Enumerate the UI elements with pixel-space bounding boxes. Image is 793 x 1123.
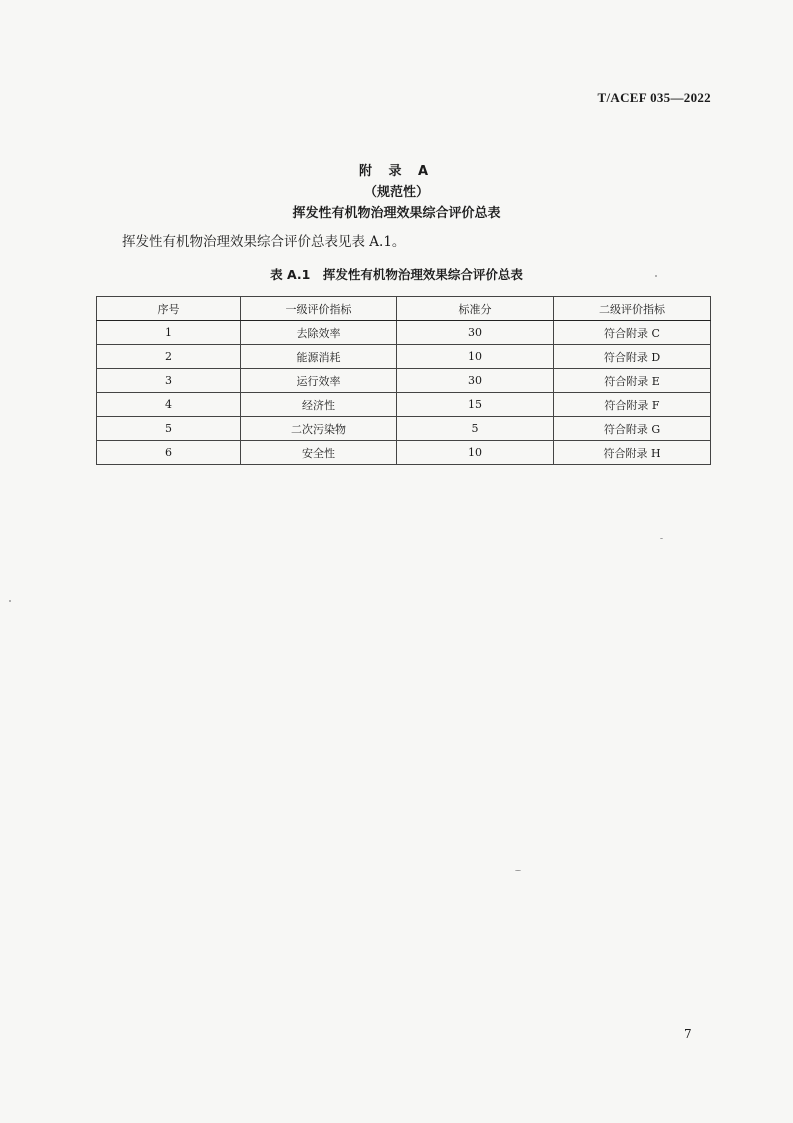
appendix-title: 附 录 A: [358, 164, 435, 179]
scan-speck: [660, 538, 663, 539]
header-primary-indicator: 一级评价指标: [241, 297, 397, 321]
table-row: [97, 369, 711, 393]
cell-standard-score: 15: [397, 393, 554, 417]
cell-standard-score: 30: [397, 369, 554, 393]
page-number: 7: [684, 1027, 692, 1041]
cell-standard-score: 5: [397, 417, 554, 441]
cell-secondary-indicator: 符合附录 E: [554, 369, 711, 393]
table-header-row: [97, 297, 711, 321]
table-caption: 表 A.1 挥发性有机物治理效果综合评价总表: [270, 267, 523, 282]
cell-standard-score: 10: [397, 441, 554, 465]
cell-secondary-indicator: 符合附录 H: [554, 441, 711, 465]
scan-speck: [655, 275, 657, 277]
evaluation-summary-table: [96, 296, 711, 465]
cell-serial-number: 3: [97, 369, 241, 393]
header-standard-score: 标准分: [397, 297, 554, 321]
document-code: T/ACEF 035—2022: [597, 90, 711, 105]
table-row: [97, 321, 711, 345]
cell-serial-number: 2: [97, 345, 241, 369]
cell-serial-number: 1: [97, 321, 241, 345]
header-serial-number: 序号: [97, 297, 241, 321]
table-row: [97, 441, 711, 465]
cell-secondary-indicator: 符合附录 F: [554, 393, 711, 417]
intro-paragraph: 挥发性有机物治理效果综合评价总表见表 A.1。: [122, 234, 406, 250]
cell-primary-indicator: 二次污染物: [241, 417, 397, 441]
cell-secondary-indicator: 符合附录 C: [554, 321, 711, 345]
table-row: [97, 345, 711, 369]
cell-secondary-indicator: 符合附录 D: [554, 345, 711, 369]
cell-serial-number: 4: [97, 393, 241, 417]
cell-primary-indicator: 安全性: [241, 441, 397, 465]
cell-secondary-indicator: 符合附录 G: [554, 417, 711, 441]
scan-speck: [9, 600, 11, 602]
cell-primary-indicator: 去除效率: [241, 321, 397, 345]
cell-primary-indicator: 运行效率: [241, 369, 397, 393]
appendix-heading: 挥发性有机物治理效果综合评价总表: [292, 206, 501, 221]
cell-serial-number: 5: [97, 417, 241, 441]
scan-speck: [515, 870, 521, 871]
header-secondary-indicator: 二级评价指标: [554, 297, 711, 321]
cell-standard-score: 10: [397, 345, 554, 369]
table-row: [97, 393, 711, 417]
appendix-nature: （规范性）: [363, 185, 429, 200]
table-row: [97, 417, 711, 441]
cell-serial-number: 6: [97, 441, 241, 465]
cell-primary-indicator: 经济性: [241, 393, 397, 417]
cell-primary-indicator: 能源消耗: [241, 345, 397, 369]
cell-standard-score: 30: [397, 321, 554, 345]
